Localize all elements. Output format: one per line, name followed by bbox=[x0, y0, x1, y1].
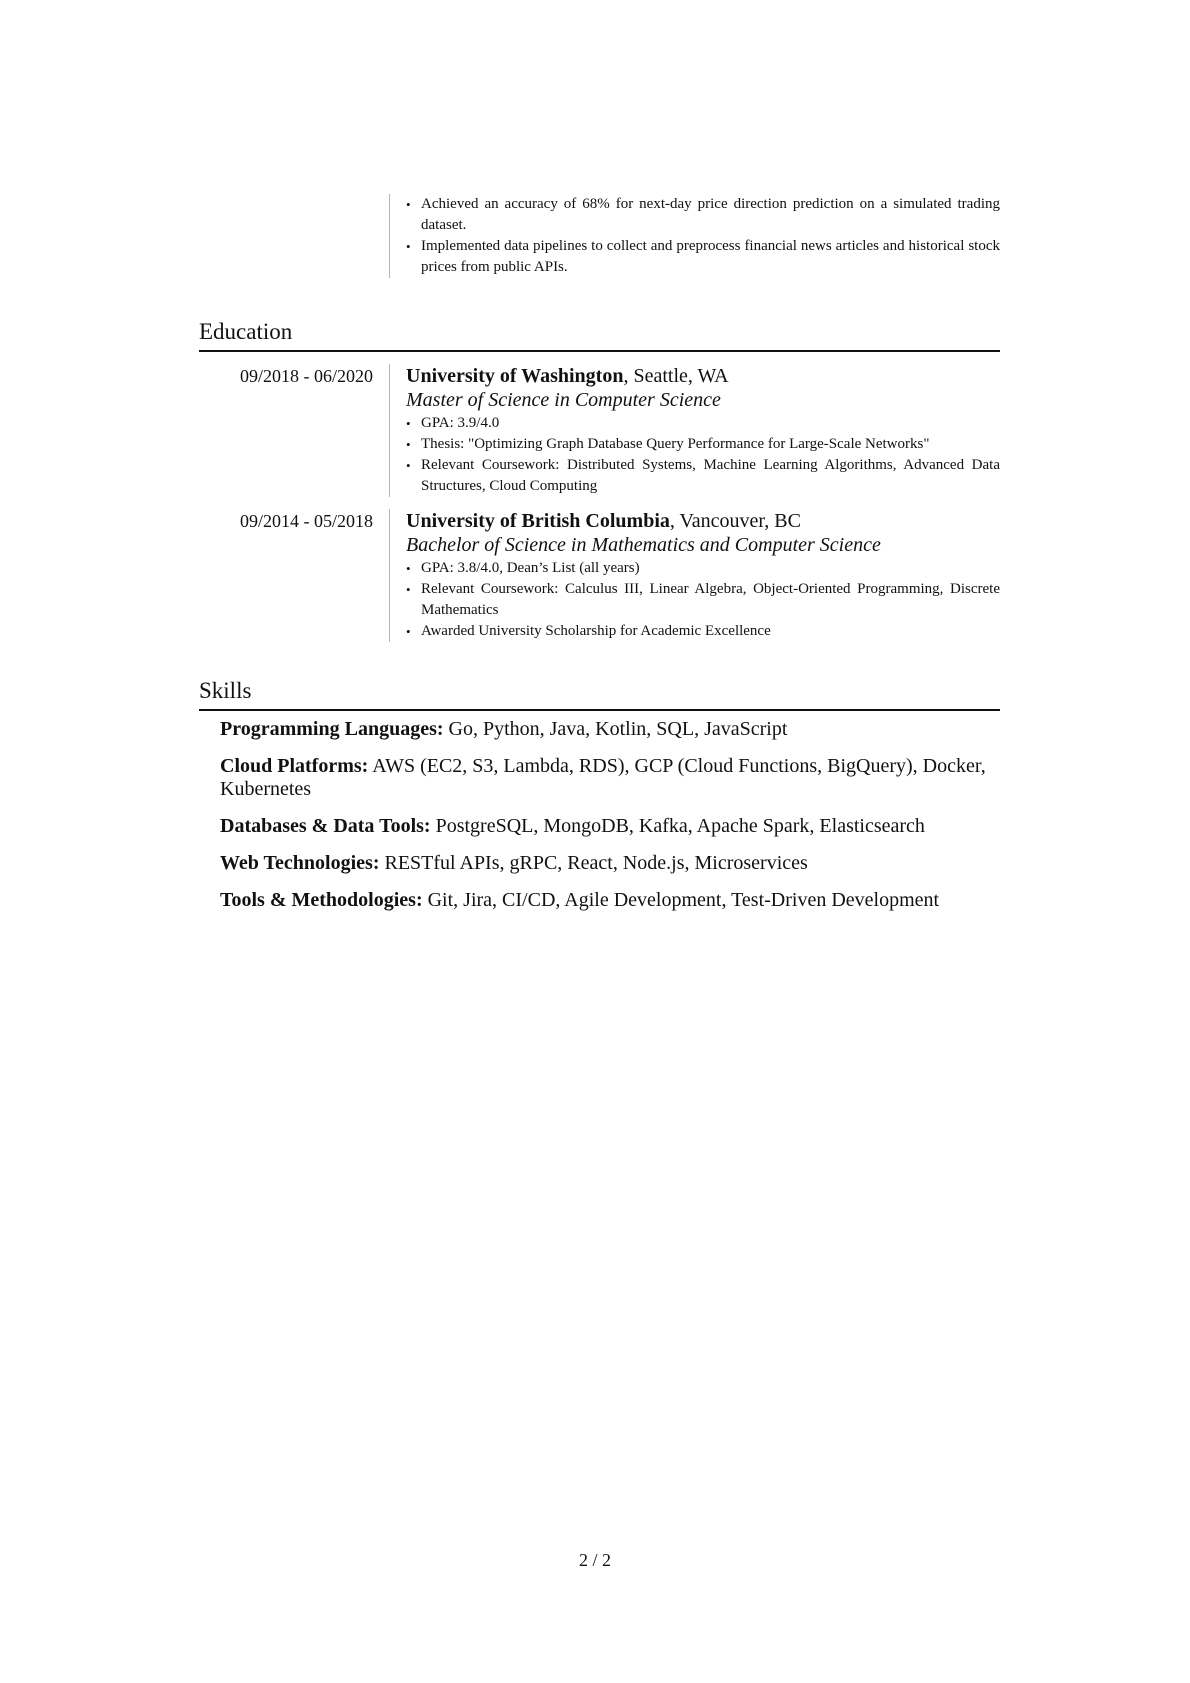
institution-location: , Vancouver, BC bbox=[669, 510, 801, 532]
education-bullets bbox=[406, 413, 1000, 497]
skill-value: PostgreSQL, MongoDB, Kafka, Apache Spark, Elasticsearch bbox=[430, 815, 925, 837]
skill-row-databases bbox=[220, 815, 1005, 838]
skill-label: Web Technologies: bbox=[220, 852, 380, 874]
skill-row-cloud bbox=[220, 755, 1005, 801]
education-heading: Education bbox=[199, 318, 1000, 352]
bullet-item: • Awarded University Scholarship for Academic Excellence bbox=[406, 621, 1000, 642]
skill-label: Programming Languages: bbox=[220, 718, 444, 740]
project-bullets bbox=[406, 194, 1000, 278]
institution-location: , Seattle, WA bbox=[623, 365, 729, 387]
skill-label: Databases & Data Tools: bbox=[220, 815, 431, 837]
education-institution-line bbox=[406, 364, 1000, 388]
education-entry-uw bbox=[199, 364, 1000, 497]
education-bullets bbox=[406, 558, 1000, 642]
skill-row-tools bbox=[220, 889, 1005, 912]
degree-title: Master of Science in Computer Science bbox=[406, 389, 721, 411]
skill-value: Go, Python, Java, Kotlin, SQL, JavaScript bbox=[443, 718, 788, 740]
project-continuation bbox=[389, 194, 1000, 278]
bullet-item: • Relevant Coursework: Distributed Systems, Machine Learning Algorithms, Advanced Data Structures, Cloud Computing bbox=[406, 455, 1000, 497]
education-dates: 09/2018 - 06/2020 bbox=[240, 366, 373, 386]
page-number: 2 / 2 bbox=[578, 1550, 611, 1570]
education-details bbox=[389, 509, 1000, 642]
skill-value: AWS (EC2, S3, Lambda, RDS), GCP (Cloud Functions, BigQuery), Docker, Kubernetes bbox=[220, 755, 986, 800]
education-entry-ubc bbox=[199, 509, 1000, 642]
bullet-item: • Implemented data pipelines to collect and preprocess financial news articles and historical stock prices from public APIs. bbox=[406, 236, 1000, 278]
skill-row-web bbox=[220, 852, 1005, 875]
institution-name: University of British Columbia bbox=[406, 510, 670, 532]
bullet-item: • Achieved an accuracy of 68% for next-day price direction prediction on a simulated trading dataset. bbox=[406, 194, 1000, 236]
bullet-item: • GPA: 3.9/4.0 bbox=[406, 413, 1000, 434]
skill-row-programming bbox=[220, 718, 1005, 741]
education-dates: 09/2014 - 05/2018 bbox=[240, 511, 373, 531]
skill-label: Tools & Methodologies: bbox=[220, 889, 423, 911]
skill-value: Git, Jira, CI/CD, Agile Development, Test-Driven Development bbox=[422, 889, 940, 911]
skills-list bbox=[220, 718, 1005, 926]
skill-label: Cloud Platforms: bbox=[220, 755, 369, 777]
skills-heading: Skills bbox=[199, 677, 1000, 711]
bullet-item: • GPA: 3.8/4.0, Dean’s List (all years) bbox=[406, 558, 1000, 579]
skill-value: RESTful APIs, gRPC, React, Node.js, Microservices bbox=[379, 852, 808, 874]
education-details bbox=[389, 364, 1000, 497]
bullet-item: • Relevant Coursework: Calculus III, Linear Algebra, Object-Oriented Programming, Discrete Mathematics bbox=[406, 579, 1000, 621]
education-institution-line bbox=[406, 509, 1000, 533]
bullet-item: • Thesis: "Optimizing Graph Database Query Performance for Large-Scale Networks" bbox=[406, 434, 1000, 455]
degree-title: Bachelor of Science in Mathematics and Computer Science bbox=[406, 534, 881, 556]
institution-name: University of Washington bbox=[406, 365, 624, 387]
